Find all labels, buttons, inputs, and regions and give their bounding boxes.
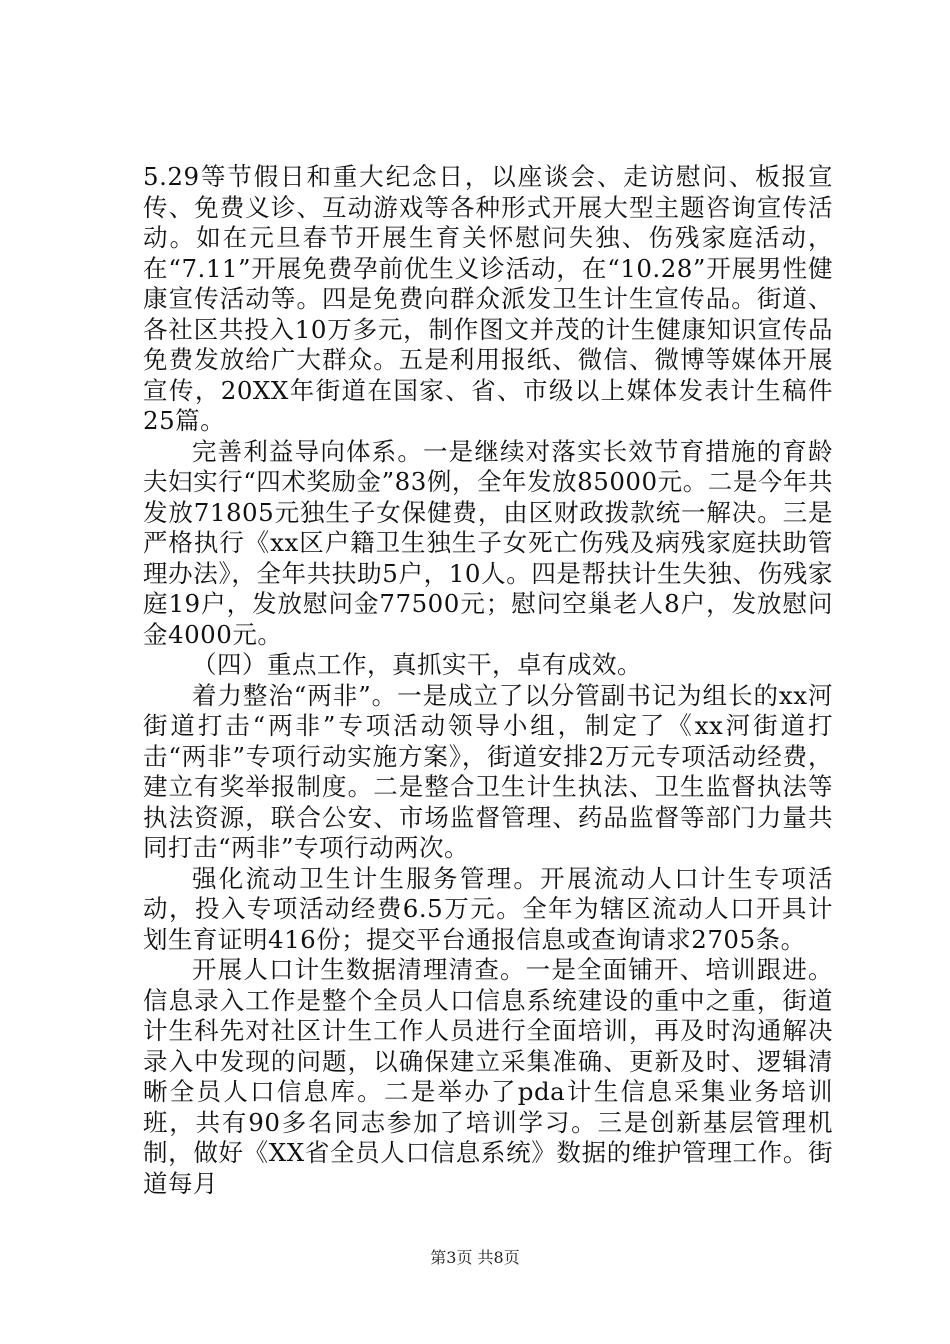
document-body bbox=[143, 162, 833, 1199]
paragraph: 开展人口计生数据清理清查。一是全面铺开、培训跟进。信息录入工作是整个全员人口信息系统建设的重中之重，街道计生科先对社区计生工作人员进行全面培训，再及时沟通解决录入中发现的问题，以确保建立采集准确、更新及时、逻辑清晰全员人口信息库。二是举办了pda计生信息采集业务培训班，共有90多名同志参加了培训学习。三是创新基层管理机制，做好《XX省全员人口信息系统》数据的维护管理工作。街道每月 bbox=[143, 955, 833, 1198]
section-heading: （四）重点工作，真抓实干，卓有成效。 bbox=[192, 650, 642, 679]
paragraph: 5.29等节假日和重大纪念日，以座谈会、走访慰问、板报宣传、免费义诊、互动游戏等各种形式开展大型主题咨询宣传活动。如在元旦春节开展生育关怀慰问失独、伤残家庭活动，在“7.11”开展免费孕前优生义诊活动，在“10.28”开展男性健康宣传活动等。四是免费向群众派发卫生计生宣传品。街道、各社区共投入10万多元，制作图文并茂的计生健康知识宣传品免费发放给广大群众。五是利用报纸、微信、微博等媒体开展宣传，20XX年街道在国家、省、市级以上媒体发表计生稿件25篇。 bbox=[143, 162, 833, 435]
paragraph: 着力整治“两非”。一是成立了以分管副书记为组长的xx河街道打击“两非”专项活动领导小组，制定了《xx河街道打击“两非”专项行动实施方案》，街道安排2万元专项活动经费，建立有奖举报制度。二是整合卫生计生执法、卫生监督执法等执法资源，联合公安、市场监督管理、药品监督等部门力量共同打击“两非”专项行动两次。 bbox=[143, 680, 833, 862]
paragraph: 强化流动卫生计生服务管理。开展流动人口计生专项活动，投入专项活动经费6.5万元。全年为辖区流动人口开具计划生育证明416份；提交平台通报信息或查询请求2705条。 bbox=[143, 863, 833, 954]
page-number-footer: 第3页 共8页 bbox=[430, 1248, 520, 1267]
paragraph: 完善利益导向体系。一是继续对落实长效节育措施的育龄夫妇实行“四术奖励金”83例，全年发放85000元。二是今年共发放71805元独生子女保健费，由区财政拨款统一解决。三是严格执行《xx区户籍卫生独生子女死亡伤残及病残家庭扶助管理办法》，全年共扶助5户，10人。四是帮扶计生失独、伤残家庭19户，发放慰问金77500元；慰问空巢老人8户，发放慰问金4000元。 bbox=[143, 436, 833, 649]
